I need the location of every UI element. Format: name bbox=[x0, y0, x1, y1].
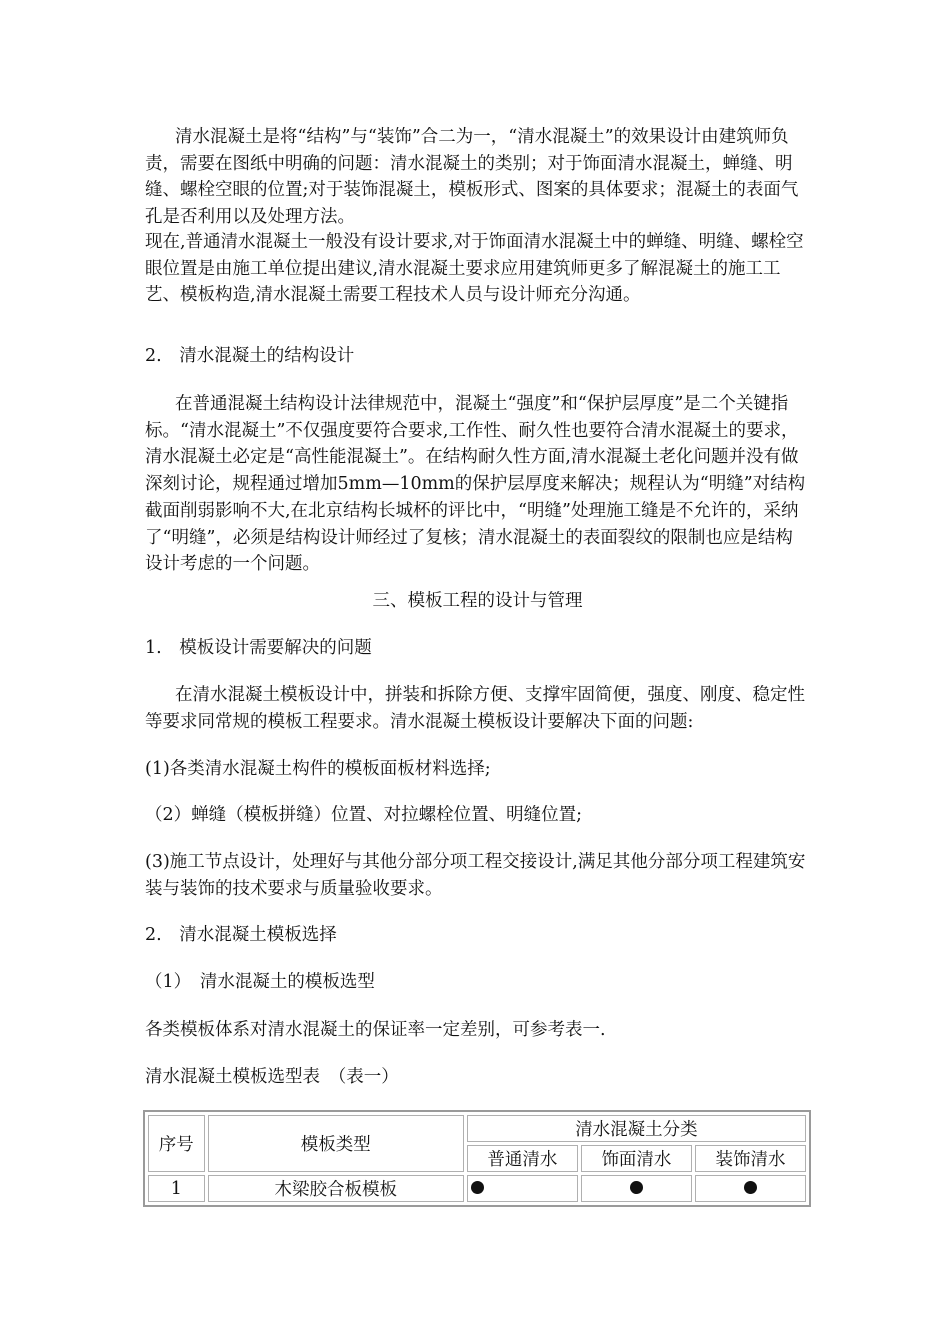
list-item-1: (1)各类清水混凝土构件的模板面板材料选择; bbox=[145, 759, 491, 779]
paragraph-intro: 清水混凝土是将“结构”与“装饰”合二为一，“清水混凝土”的效果设计由建筑师负责，需要在图纸中明确的问题：清水混凝土的类别；对于饰面清水混凝土，蝉缝、明缝、螺栓空眼的位置;对于装饰混凝土，模板形式、图案的具体要求；混凝土的表面气孔是否利用以及处理方法。 bbox=[145, 127, 799, 228]
header-index: 序号 bbox=[148, 1115, 205, 1172]
heading-structural-design: 2. 清水混凝土的结构设计 bbox=[145, 346, 355, 366]
formwork-selection-table bbox=[143, 1110, 811, 1207]
header-type: 模板类型 bbox=[208, 1115, 464, 1172]
table-row bbox=[148, 1175, 806, 1202]
heading-formwork-selection: 2. 清水混凝土模板选择 bbox=[145, 925, 337, 945]
filled-dot-icon bbox=[471, 1181, 484, 1194]
filled-dot-icon bbox=[744, 1181, 757, 1194]
section-heading-formwork: 三、模板工程的设计与管理 bbox=[372, 591, 583, 611]
filled-dot-icon bbox=[630, 1181, 643, 1194]
header-sub-decorative: 装饰清水 bbox=[695, 1145, 806, 1172]
paragraph-current-status: 现在,普通清水混凝土一般没有设计要求,对于饰面清水混凝土中的蝉缝、明缝、螺栓空眼位置是由施工单位提出建议,清水混凝土要求应用建筑师更多了解混凝土的施工工艺、模板构造,清水混凝土需要工程技术人员与设计师充分沟通。 bbox=[145, 232, 804, 306]
subheading-formwork-type: （1） 清水混凝土的模板选型 bbox=[145, 972, 375, 992]
list-item-3: (3)施工节点设计，处理好与其他分部分项工程交接设计,满足其他分部分项工程建筑安装与装饰的技术要求与质量验收要求。 bbox=[145, 852, 806, 899]
row-mark-ordinary bbox=[467, 1175, 578, 1202]
header-sub-finish: 饰面清水 bbox=[581, 1145, 692, 1172]
row-type: 木梁胶合板模板 bbox=[208, 1175, 464, 1202]
paragraph-reference-table: 各类模板体系对清水混凝土的保证率一定差别，可参考表一. bbox=[145, 1020, 606, 1040]
heading-formwork-problems: 1. 模板设计需要解决的问题 bbox=[145, 638, 372, 658]
list-item-2: （2）蝉缝（模板拼缝）位置、对拉螺栓位置、明缝位置; bbox=[145, 805, 583, 825]
row-mark-finish bbox=[581, 1175, 692, 1202]
header-group: 清水混凝土分类 bbox=[467, 1115, 806, 1142]
row-mark-decorative bbox=[695, 1175, 806, 1202]
paragraph-formwork-design: 在清水混凝土模板设计中，拼装和拆除方便、支撑牢固简便，强度、刚度、稳定性等要求同常规的模板工程要求。清水混凝土模板设计要解决下面的问题: bbox=[145, 685, 805, 732]
paragraph-structural-design: 在普通混凝土结构设计法律规范中，混凝土“强度”和“保护层厚度”是二个关键指标。“清水混凝土”不仅强度要符合要求,工作性、耐久性也要符合清水混凝土的要求，清水混凝土必定是“高性能混凝土”。在结构耐久性方面,清水混凝土老化问题并没有做深刻讨论，规程通过增加5mm—10mm的保护层厚度来解决；规程认为“明缝”对结构截面削弱影响不大,在北京结构长城杯的评比中，“明缝”处理施工缝是不允许的，采纳了“明缝”，必须是结构设计师经过了复核；清水混凝土的表面裂纹的限制也应是结构设计考虑的一个问题。 bbox=[145, 394, 806, 575]
row-index: 1 bbox=[148, 1175, 205, 1202]
header-sub-ordinary: 普通清水 bbox=[467, 1145, 578, 1172]
table-header-row bbox=[148, 1115, 806, 1142]
table-caption: 清水混凝土模板选型表 （表一） bbox=[145, 1067, 399, 1087]
